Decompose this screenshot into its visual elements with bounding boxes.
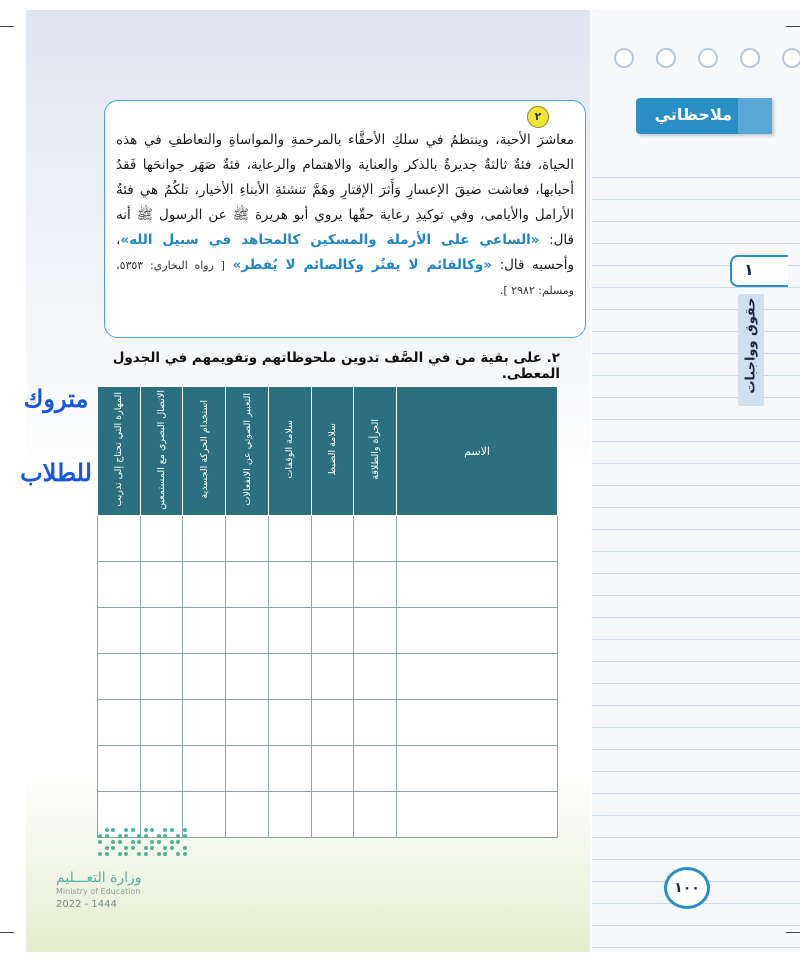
logo-dot — [144, 834, 148, 838]
table-row — [98, 562, 558, 608]
table-cell[interactable] — [268, 608, 311, 654]
table-cell[interactable] — [354, 516, 397, 562]
table-body — [98, 516, 558, 838]
logo-dot — [131, 846, 135, 850]
table-cell[interactable] — [140, 700, 183, 746]
table-cell[interactable] — [354, 792, 397, 838]
table-cell[interactable] — [140, 562, 183, 608]
logo-dot — [124, 846, 128, 850]
table-cell[interactable] — [140, 746, 183, 792]
table-cell[interactable] — [311, 700, 354, 746]
table-cell[interactable] — [226, 516, 269, 562]
logo-dot — [137, 834, 141, 838]
col-header — [226, 387, 269, 516]
logo-dot — [111, 840, 115, 844]
table-cell[interactable] — [397, 792, 558, 838]
logo-dot — [183, 834, 187, 838]
table-cell[interactable] — [397, 700, 558, 746]
binder-hole-icon — [698, 48, 718, 68]
col-header — [268, 387, 311, 516]
logo-dot — [137, 852, 141, 856]
logo-dot — [144, 828, 148, 832]
ministry-name-ar: وزارة التعـــليم — [56, 870, 142, 886]
table-cell[interactable] — [140, 654, 183, 700]
notes-header-area — [592, 10, 800, 156]
table-row — [98, 746, 558, 792]
logo-dot — [163, 852, 167, 856]
table-cell[interactable] — [354, 608, 397, 654]
logo-dot — [150, 846, 154, 850]
binder-hole-icon — [656, 48, 676, 68]
passage-badge: ٢ — [527, 106, 549, 128]
note-line-1: متروك — [23, 384, 89, 413]
table-cell[interactable] — [268, 654, 311, 700]
table-cell[interactable] — [226, 562, 269, 608]
table-row — [98, 608, 558, 654]
table-cell[interactable] — [183, 562, 226, 608]
logo-dot — [98, 840, 102, 844]
logo-dot — [183, 828, 187, 832]
table-cell[interactable] — [311, 562, 354, 608]
logo-dot — [157, 852, 161, 856]
col-header-label: استخدام الحركة الجسدية — [198, 400, 210, 499]
table-cell[interactable] — [140, 608, 183, 654]
table-cell[interactable] — [183, 608, 226, 654]
table-row — [98, 700, 558, 746]
table-cell[interactable] — [311, 516, 354, 562]
unit-number: ١ — [744, 260, 754, 279]
table-cell[interactable] — [183, 746, 226, 792]
hadith-reference: [ رواه البخاري: ٥٣٥٣، ومسلم: ٢٩٨٢ ]. — [116, 259, 574, 297]
crop-mark — [0, 932, 14, 933]
table-cell[interactable] — [311, 792, 354, 838]
logo-dot — [176, 834, 180, 838]
table-cell[interactable] — [98, 700, 141, 746]
table-cell[interactable] — [226, 654, 269, 700]
table-cell[interactable] — [183, 700, 226, 746]
evaluation-table — [97, 386, 558, 838]
instruction-text: ٢. على بقية من في الصَّف تدوين ملحوظاتهم وتقويمهم في الجدول المعطى. — [112, 350, 560, 382]
logo-dot — [98, 852, 102, 856]
logo-dot — [105, 834, 109, 838]
table-cell[interactable] — [268, 562, 311, 608]
table-cell[interactable] — [311, 654, 354, 700]
table-cell[interactable] — [397, 516, 558, 562]
table-cell[interactable] — [354, 562, 397, 608]
col-header-label: سلامة الضبط — [326, 423, 338, 476]
table-cell[interactable] — [226, 608, 269, 654]
table-cell[interactable] — [226, 792, 269, 838]
binder-hole-icon — [740, 48, 760, 68]
col-header-label: التعبير الصوتي عن الانفعالات — [241, 393, 253, 506]
logo-dot — [176, 840, 180, 844]
logo-dot — [170, 840, 174, 844]
table-cell[interactable] — [226, 746, 269, 792]
binder-holes — [614, 48, 800, 68]
edition-year: 2022 - 1444 — [56, 899, 117, 910]
table-cell[interactable] — [183, 654, 226, 700]
table-cell[interactable] — [268, 700, 311, 746]
table-cell[interactable] — [98, 746, 141, 792]
col-header-label: الجرأة والطلاقة — [369, 419, 381, 480]
table-row — [98, 516, 558, 562]
logo-dot — [137, 840, 141, 844]
ministry-logo — [98, 828, 190, 858]
notes-tab — [636, 98, 772, 134]
binder-hole-icon — [614, 48, 634, 68]
logo-dot — [111, 846, 115, 850]
notes-tab-accent — [738, 98, 772, 134]
logo-dot — [105, 828, 109, 832]
col-header — [183, 387, 226, 516]
logo-dot — [157, 840, 161, 844]
page-number: ١٠٠ — [664, 867, 710, 909]
col-header — [397, 387, 558, 516]
notes-panel — [592, 10, 800, 952]
hadith-quote-2: «وكالقائم لا يفتُر وكالصائم لا يُفطر» — [232, 257, 493, 273]
table-cell[interactable] — [268, 792, 311, 838]
logo-dot — [105, 852, 109, 856]
table-cell[interactable] — [140, 516, 183, 562]
logo-dot — [163, 828, 167, 832]
table-cell[interactable] — [268, 516, 311, 562]
col-header — [311, 387, 354, 516]
logo-dot — [98, 834, 102, 838]
crop-mark — [786, 26, 800, 27]
logo-dot — [157, 834, 161, 838]
table-cell[interactable] — [354, 746, 397, 792]
crop-mark — [0, 26, 14, 27]
table-cell[interactable] — [98, 654, 141, 700]
passage-text — [116, 128, 574, 303]
logo-dot — [183, 852, 187, 856]
unit-title-ribbon — [738, 294, 764, 406]
table-row — [98, 654, 558, 700]
table-cell[interactable] — [397, 746, 558, 792]
logo-dot — [144, 846, 148, 850]
table-cell[interactable] — [98, 516, 141, 562]
logo-dot — [144, 852, 148, 856]
table-cell[interactable] — [311, 608, 354, 654]
ministry-name-en: Ministry of Education — [56, 887, 141, 896]
table-cell[interactable] — [397, 608, 558, 654]
logo-dot — [111, 828, 115, 832]
unit-number-tab — [730, 255, 788, 287]
logo-dot — [124, 828, 128, 832]
logo-dot — [183, 846, 187, 850]
table-header-row — [98, 387, 558, 516]
table-cell[interactable] — [183, 516, 226, 562]
table-cell[interactable] — [98, 608, 141, 654]
hadith-quote-1: «الساعي على الأرملة والمسكين كالمجاهد في سبيل الله» — [120, 232, 540, 248]
logo-dot — [105, 846, 109, 850]
logo-dot — [150, 828, 154, 832]
logo-dot — [124, 834, 128, 838]
col-header — [140, 387, 183, 516]
col-header-label: سلامة الوقفات — [284, 420, 296, 479]
table-cell[interactable] — [354, 654, 397, 700]
table-cell[interactable] — [354, 700, 397, 746]
logo-dot — [163, 846, 167, 850]
handwritten-note — [18, 362, 94, 510]
logo-dot — [170, 828, 174, 832]
logo-dot — [131, 828, 135, 832]
col-header — [354, 387, 397, 516]
table-cell[interactable] — [98, 562, 141, 608]
passage-connector: ، وأحسبه قال: — [116, 232, 574, 273]
col-header-label: الاتصال البصري مع المستمعين — [156, 389, 168, 510]
notes-tab-label: ملاحظاتي — [654, 105, 732, 124]
table-cell[interactable] — [268, 746, 311, 792]
table-cell[interactable] — [397, 562, 558, 608]
crop-mark — [786, 932, 800, 933]
logo-dot — [170, 846, 174, 850]
logo-dot — [150, 840, 154, 844]
logo-dot — [124, 852, 128, 856]
logo-dot — [118, 840, 122, 844]
note-line-2: للطلاب — [20, 458, 92, 487]
unit-title: حقوق وواجبات — [743, 297, 759, 394]
logo-dot — [176, 852, 180, 856]
logo-dot — [163, 834, 167, 838]
col-header-label: الاسم — [464, 444, 490, 458]
logo-dot — [131, 840, 135, 844]
table-cell[interactable] — [397, 654, 558, 700]
table-cell[interactable] — [226, 700, 269, 746]
binder-hole-icon — [782, 48, 800, 68]
table-cell[interactable] — [311, 746, 354, 792]
col-header — [98, 387, 141, 516]
logo-dot — [118, 852, 122, 856]
passage-body: معاشرَ الأحبة، وينتظمُ في سلكِ الأحقَّاء بالمرحمةِ والمواساةِ والتعاطفِ في هذه الحياة، فئةٌ ثالثةٌ جديرةٌ بالذكر والعناية والاهتمام والرعاية، فئةٌ صَهَر جوانحَها فَقدُ أحبابها، فعاشت ضيقَ الإعسارِ وَأَثرَ الإقتارِ وهَمَّ تنشئةِ الأبناءِ الأخيار، تلكُمُ هي فئةُ الأرامل والأيامى، وفي توكيدِ رعاية حقّها يروي أبو هريرة ﷺ عن الرسول ﷺ أنه قال: — [116, 132, 575, 248]
col-header-label: المهارة التي تحتاج إلى تدريب — [113, 392, 125, 507]
logo-dot — [118, 834, 122, 838]
